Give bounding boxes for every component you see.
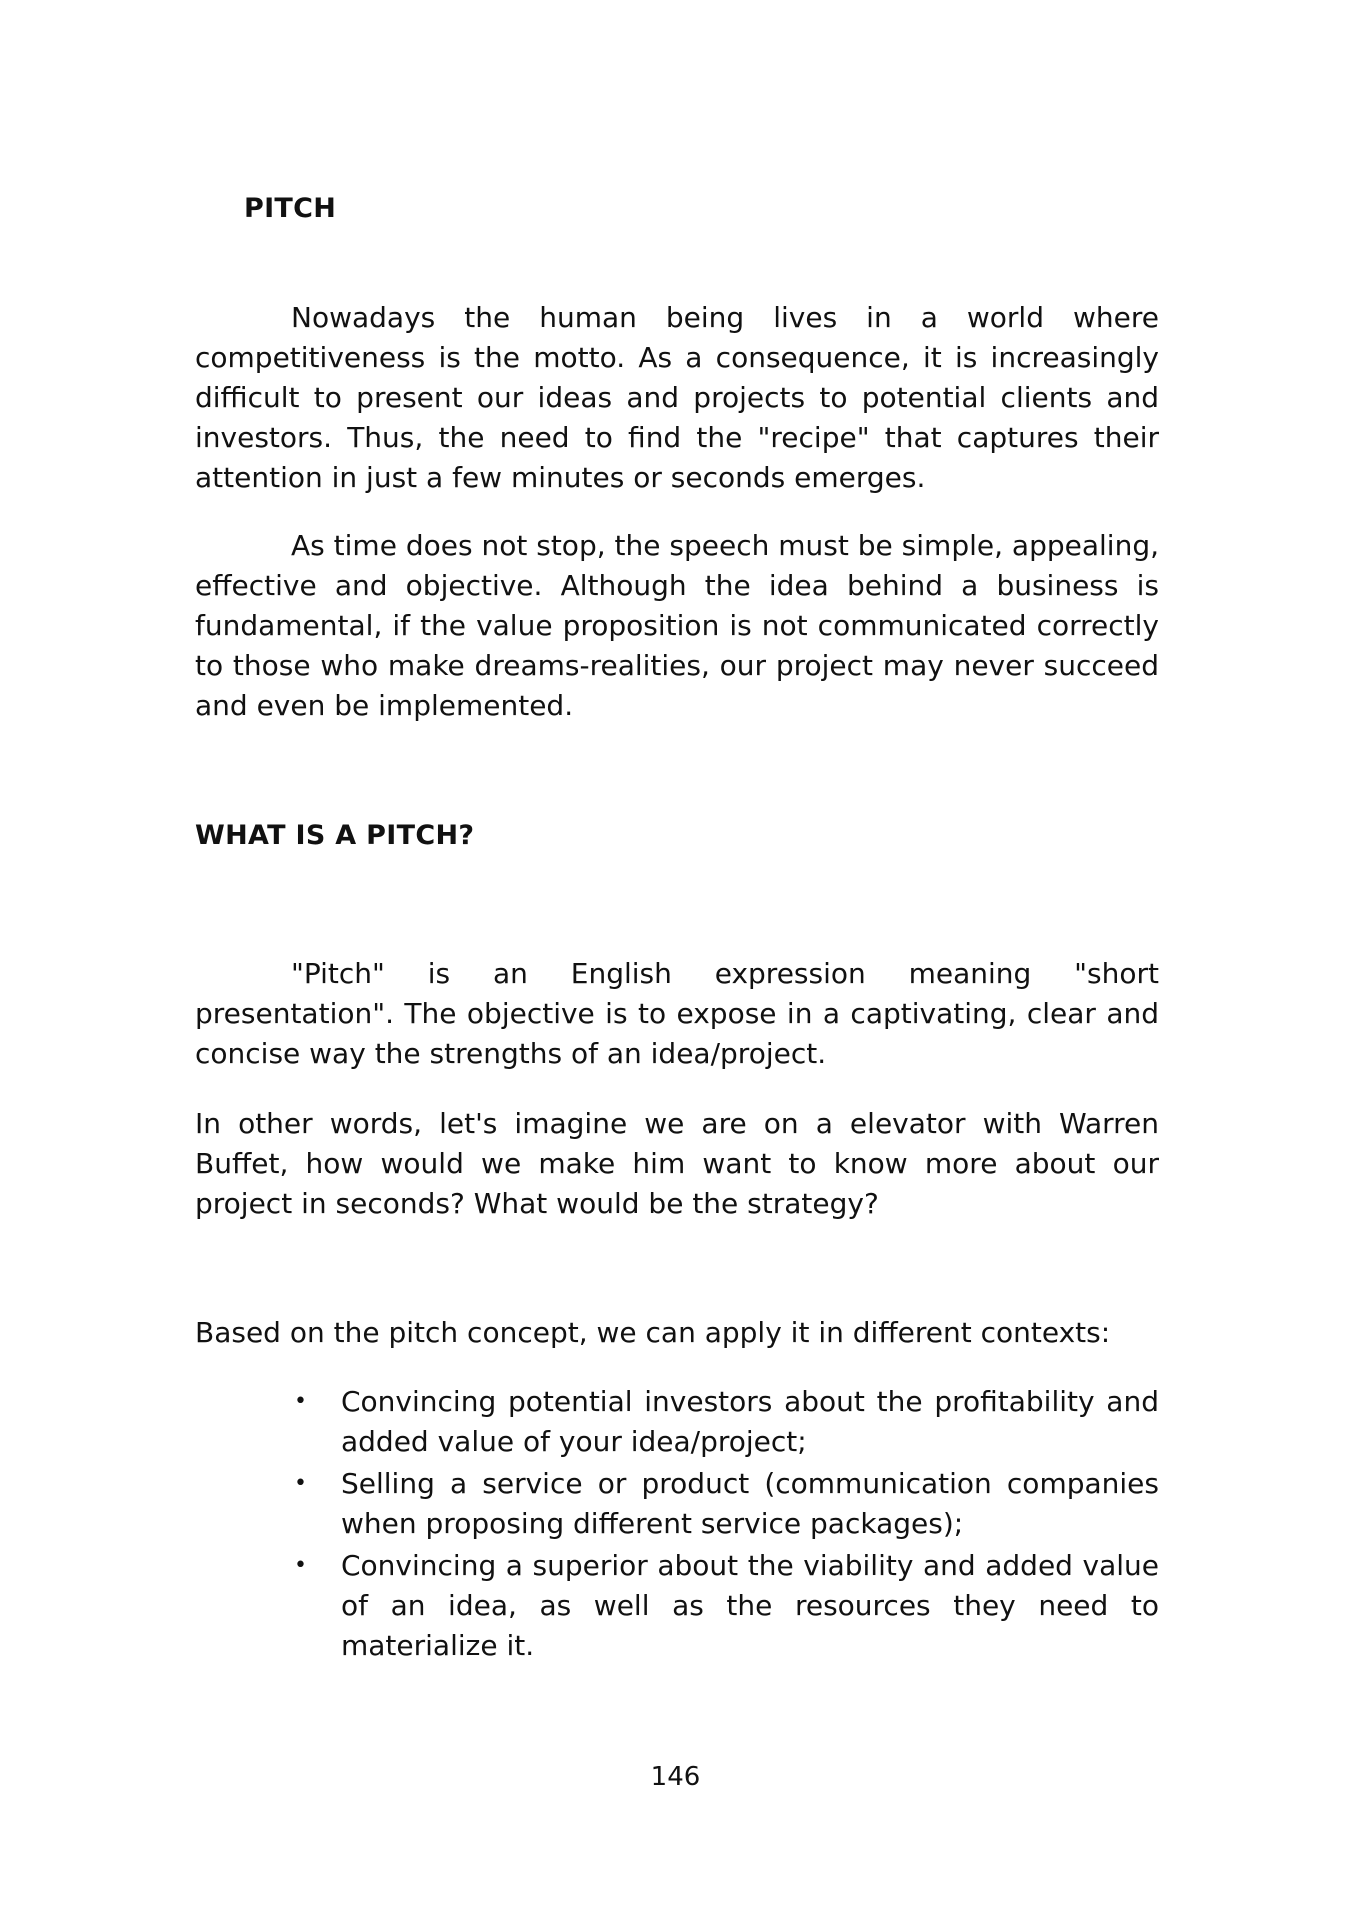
bullet-icon: • bbox=[294, 1471, 307, 1496]
contexts-list bbox=[195, 1382, 1159, 1668]
bullet-icon: • bbox=[294, 1553, 307, 1578]
definition-paragraph: "Pitch" is an English expression meaning "short presentation". The objective is to expose in a captivating, clear and concise way the strengths of an idea/project. bbox=[195, 957, 1159, 1070]
subsection-title: WHAT IS A PITCH? bbox=[195, 820, 475, 851]
list-item-text: Convincing potential investors about the profitability and added value of your idea/project; bbox=[341, 1385, 1159, 1458]
list-item bbox=[195, 1464, 1159, 1544]
bullet-icon: • bbox=[294, 1389, 307, 1414]
section-title: PITCH bbox=[244, 193, 337, 224]
list-item bbox=[195, 1382, 1159, 1462]
page-number: 146 bbox=[650, 1762, 701, 1792]
list-item-text: Selling a service or product (communication companies when proposing different service packages); bbox=[341, 1467, 1159, 1540]
intro-paragraph: As time does not stop, the speech must be simple, appealing, effective and objective. Although the idea behind a business is fundamental, if the value proposition is not communicated correctly to those who make dreams-realities, our project may never succeed and even be implemented. bbox=[195, 529, 1159, 722]
list-item-text: Convincing a superior about the viability and added value of an idea, as well as the resources they need to materialize it. bbox=[341, 1549, 1159, 1662]
contexts-intro: Based on the pitch concept, we can apply it in different contexts: bbox=[195, 1316, 1111, 1349]
definition-paragraph: In other words, let's imagine we are on a elevator with Warren Buffet, how would we make him want to know more about our project in seconds? What would be the strategy? bbox=[195, 1107, 1159, 1220]
list-item bbox=[195, 1546, 1159, 1666]
intro-paragraph: Nowadays the human being lives in a world where competitiveness is the motto. As a consequence, it is increasingly difficult to present our ideas and projects to potential clients and investors. Thus, the need to find the "recipe" that captures their attention in just a few minutes or seconds emerges. bbox=[195, 301, 1159, 494]
